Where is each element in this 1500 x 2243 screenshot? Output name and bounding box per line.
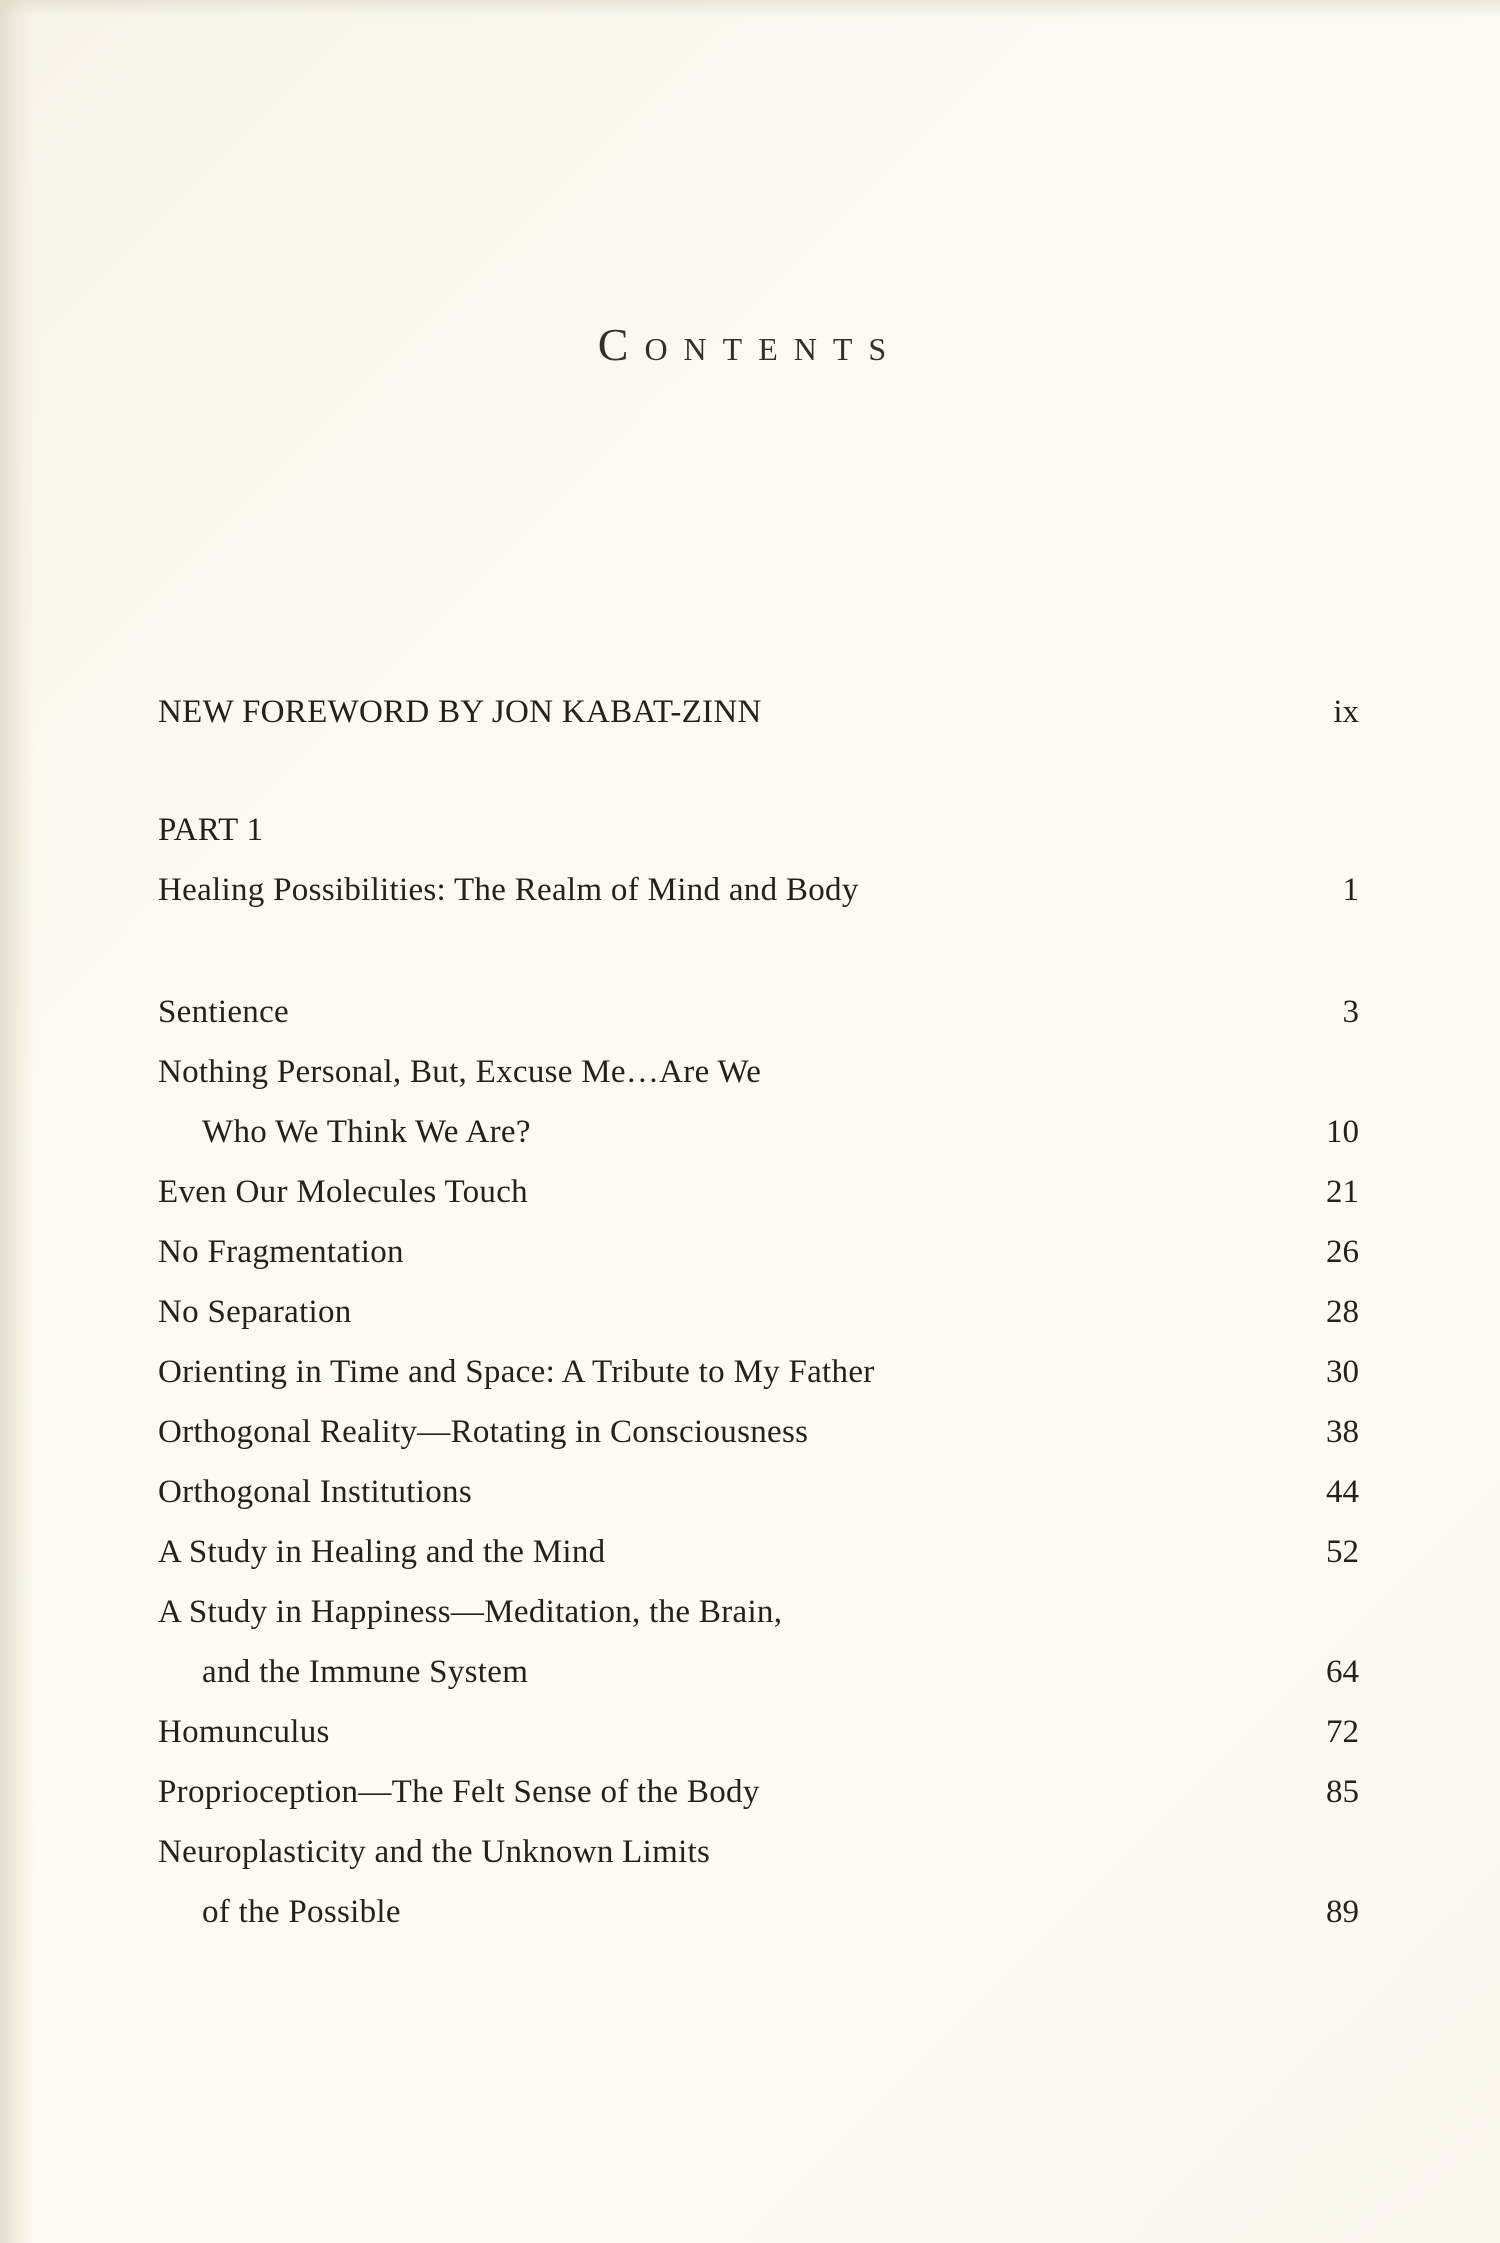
- toc-entry: [158, 1462, 1359, 1522]
- toc-entry-line: [158, 1762, 1359, 1822]
- toc-entry-page-number: 72: [1326, 1714, 1359, 1750]
- toc-entry: [158, 1162, 1359, 1222]
- toc-part-label-row: [158, 800, 1359, 860]
- toc-entry-line: [158, 1462, 1359, 1522]
- toc-entry-line: [158, 1642, 1359, 1702]
- toc-part-page-number: 1: [1342, 872, 1359, 908]
- toc-entry-label: Orienting in Time and Space: A Tribute to My Father: [158, 1354, 875, 1390]
- toc-entry-line: [158, 1282, 1359, 1342]
- toc-entry: [158, 982, 1359, 1042]
- toc-entry-page-number: 26: [1326, 1234, 1359, 1270]
- toc-entry-line: [158, 1222, 1359, 1282]
- toc-entry-label: Neuroplasticity and the Unknown Limits: [158, 1834, 711, 1870]
- toc-entry-line: [158, 1702, 1359, 1762]
- toc-entry-line: [158, 982, 1359, 1042]
- toc-entry-label: Who We Think We Are?: [202, 1114, 531, 1150]
- toc-entry: [158, 1282, 1359, 1342]
- toc-entry-line: [158, 1042, 1359, 1102]
- toc-part-label: PART 1: [158, 812, 264, 848]
- toc-foreword-row: [158, 682, 1359, 742]
- toc-entry-page-number: 21: [1326, 1174, 1359, 1210]
- toc-entry-label: Proprioception—The Felt Sense of the Body: [158, 1774, 760, 1810]
- toc-entry-line: [158, 1522, 1359, 1582]
- toc-entry-page-number: 38: [1326, 1414, 1359, 1450]
- toc-entry: [158, 1822, 1359, 1942]
- toc-entry: [158, 1762, 1359, 1822]
- toc-entry-page-number: 10: [1326, 1114, 1359, 1150]
- toc-entry-label: Homunculus: [158, 1714, 330, 1750]
- toc-entry-label: A Study in Happiness—Meditation, the Brain,: [158, 1594, 783, 1630]
- toc-part-title-row: [158, 860, 1359, 920]
- toc-entry: [158, 1342, 1359, 1402]
- toc-entry: [158, 1222, 1359, 1282]
- toc-entry-page-number: 89: [1326, 1894, 1359, 1930]
- toc-entry-line: [158, 1822, 1359, 1882]
- toc-entry-line: [158, 1342, 1359, 1402]
- toc-entry-line: [158, 1402, 1359, 1462]
- toc-entry-label: of the Possible: [202, 1894, 401, 1930]
- scan-top-edge-shadow: [0, 0, 1500, 18]
- table-of-contents: [158, 682, 1359, 1942]
- toc-foreword-page-number: ix: [1333, 694, 1359, 730]
- toc-entry-page-number: 85: [1326, 1774, 1359, 1810]
- toc-entry-label: and the Immune System: [202, 1654, 529, 1690]
- toc-entry-line: [158, 1162, 1359, 1222]
- toc-entry-label: Sentience: [158, 994, 289, 1030]
- toc-entry-label: No Separation: [158, 1294, 352, 1330]
- toc-entry-label: Nothing Personal, But, Excuse Me…Are We: [158, 1054, 762, 1090]
- toc-entry-line: [158, 1582, 1359, 1642]
- toc-part-block: [158, 800, 1359, 920]
- toc-entries-list: [158, 982, 1359, 1942]
- toc-entry-page-number: 30: [1326, 1354, 1359, 1390]
- toc-part-title: Healing Possibilities: The Realm of Mind and Body: [158, 872, 859, 908]
- page-title: Contents: [597, 319, 903, 370]
- toc-entry-line: [158, 1102, 1359, 1162]
- toc-entry-page-number: 64: [1326, 1654, 1359, 1690]
- toc-entry-label: A Study in Healing and the Mind: [158, 1534, 606, 1570]
- toc-entry: [158, 1042, 1359, 1162]
- toc-entry: [158, 1402, 1359, 1462]
- toc-entry-page-number: 52: [1326, 1534, 1359, 1570]
- toc-entry-page-number: 3: [1342, 994, 1359, 1030]
- toc-entry-line: [158, 1882, 1359, 1942]
- toc-entry: [158, 1702, 1359, 1762]
- toc-entry: [158, 1582, 1359, 1702]
- toc-entry-label: Orthogonal Reality—Rotating in Consciousness: [158, 1414, 809, 1450]
- toc-entry-page-number: 28: [1326, 1294, 1359, 1330]
- toc-entry-label: Orthogonal Institutions: [158, 1474, 472, 1510]
- toc-entry-page-number: 44: [1326, 1474, 1359, 1510]
- toc-entry-label: Even Our Molecules Touch: [158, 1174, 528, 1210]
- toc-entry: [158, 1522, 1359, 1582]
- toc-entry-label: No Fragmentation: [158, 1234, 404, 1270]
- toc-foreword-label: NEW FOREWORD BY JON KABAT-ZINN: [158, 694, 762, 730]
